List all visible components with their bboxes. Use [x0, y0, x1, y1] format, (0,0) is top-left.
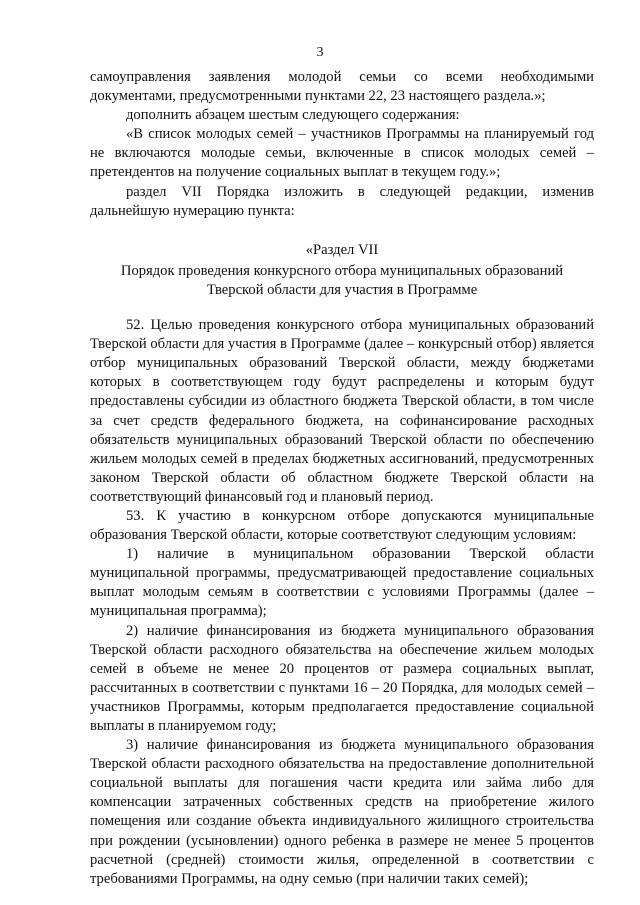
preamble-paragraph-3: «В список молодых семей – участников Программы на планируемый год не включаются молодые семьи, включенные в список молодых семей – претендентов на получение социальных выплат в текущем году.»;	[90, 126, 594, 181]
page-number: 3	[316, 45, 324, 60]
section-title-line-1: Порядок проведения конкурсного отбора муниципальных образований	[120, 262, 564, 279]
condition-3: 3) наличие финансирования из бюджета муниципального образования Тверской области расходного обязательства на предоставление дополнительной социальной выплаты для погашения части кредита или займа либо для компенсации затраченных собственных средств на приобретение жилого помещения или создание объекта индивидуального жилищного строительства при рождении (усыновлении) одного ребенка в размере не менее 5 процентов расчетной (средней) стоимости жилья, определенной в соответствии с требованиями Программы, на одну семью (при наличии таких семей);	[90, 737, 594, 887]
paragraph-53: 53. К участию в конкурсном отборе допускаются муниципальные образования Тверской области, которые соответствуют следующим условиям:	[90, 507, 594, 544]
paragraph-52: 52. Целью проведения конкурсного отбора муниципальных образований Тверской области для участия в Программе (далее – конкурсный отбор) является отбор муниципальных образований Тверской области, между бюджетами которых в соответствующем году будут распределены и которым будут предоставлены субсидии из областного бюджета Тверской области, в том числе за счет средств федерального бюджета, на софинансирование расходных обязательств муниципальных образований Тверской области по обеспечению жильем молодых семей в пределах бюджетных ассигнований, предусмотренных законом Тверской области об областном бюджете Тверской области на соответствующий финансовый год и плановый период.	[90, 317, 594, 505]
preamble-paragraph-4: раздел VII Порядка изложить в следующей редакции, изменив дальнейшую нумерацию пункта:	[90, 183, 594, 219]
document-body	[90, 68, 594, 889]
section-title-line-2: Тверской области для участия в Программе	[206, 281, 478, 298]
section-number: «Раздел VII	[305, 241, 379, 258]
preamble-paragraph-1: самоуправления заявления молодой семьи со всеми необходимыми документами, предусмотренными пунктами 22, 23 настоящего раздела.»;	[90, 69, 594, 105]
condition-2: 2) наличие финансирования из бюджета муниципального образования Тверской области расходного обязательства на обеспечение жильем молодых семей в объеме не менее 20 процентов от размера социальных выплат, рассчитанных в соответствии с пунктами 16 – 20 Порядка, для молодых семей – участников Программы, которым предполагается предоставление социальной выплаты в планируемом году;	[90, 622, 594, 734]
preamble-paragraph-2: дополнить абзацем шестым следующего содержания:	[126, 107, 460, 124]
condition-1: 1) наличие в муниципальном образовании Тверской области муниципальной программы, предусматривающей предоставление социальных выплат молодым семьям в соответствии с условиями Программы (далее – муниципальная программа);	[90, 546, 594, 620]
